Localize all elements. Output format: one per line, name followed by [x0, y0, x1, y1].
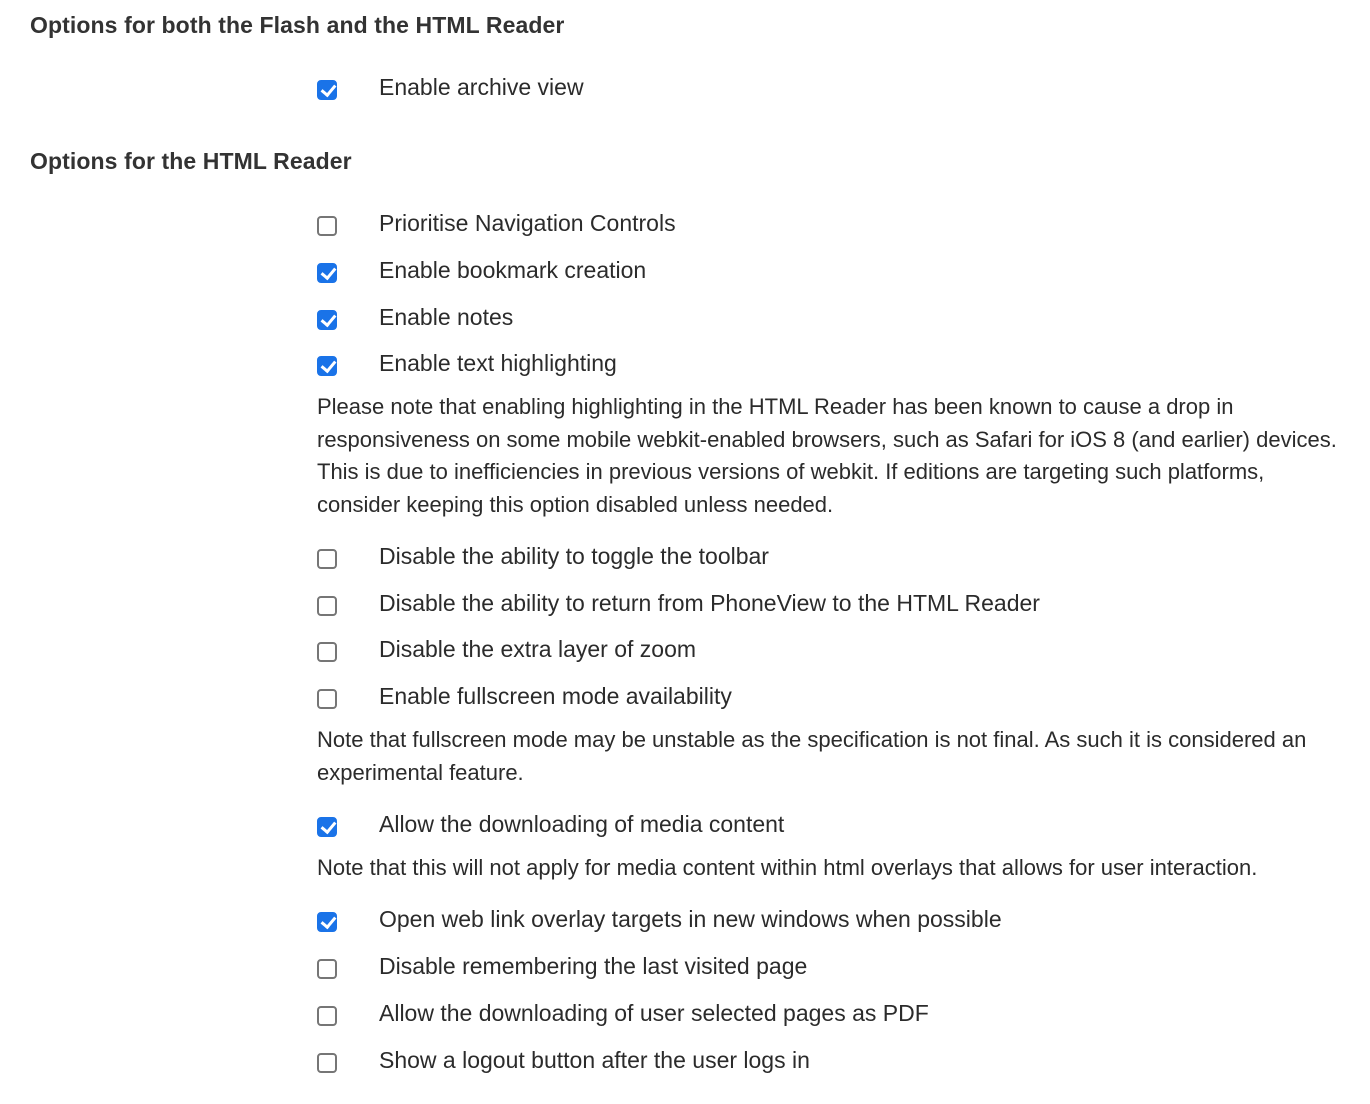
enable-fullscreen-mode-checkbox[interactable] — [317, 689, 337, 709]
disable-extra-zoom-checkbox[interactable] — [317, 642, 337, 662]
option-allow-pdf-download[interactable] — [317, 998, 929, 1028]
prioritise-navigation-controls-label[interactable]: Prioritise Navigation Controls — [379, 210, 676, 236]
option-disable-toggle-toolbar[interactable] — [317, 541, 769, 571]
enable-notes-checkbox[interactable] — [317, 310, 337, 330]
option-open-weblink-new-window[interactable] — [317, 904, 1002, 934]
highlighting-note: Please note that enabling highlighting in the HTML Reader has been known to cause a drop in responsiveness on some mobile webkit-enabled browsers, such as Safari for iOS 8 (and earlier) devices. This is due to inefficiencies in previous versions of webkit. If editions are targeting such platforms, consider keeping this option disabled unless needed. — [317, 394, 1337, 517]
allow-media-download-label[interactable]: Allow the downloading of media content — [379, 811, 785, 837]
option-enable-archive-view[interactable] — [317, 72, 584, 102]
section-title-html-reader: Options for the HTML Reader — [30, 148, 352, 174]
disable-return-from-phoneview-checkbox[interactable] — [317, 596, 337, 616]
option-disable-return-from-phoneview[interactable] — [317, 588, 1040, 618]
enable-archive-view-label[interactable]: Enable archive view — [379, 74, 584, 100]
show-logout-button-checkbox[interactable] — [317, 1053, 337, 1073]
open-weblink-new-window-label[interactable]: Open web link overlay targets in new windows when possible — [379, 906, 1002, 932]
disable-toggle-toolbar-label[interactable]: Disable the ability to toggle the toolbar — [379, 543, 769, 569]
allow-pdf-download-checkbox[interactable] — [317, 1006, 337, 1026]
section-title-flash-and-html: Options for both the Flash and the HTML Reader — [30, 12, 565, 38]
prioritise-navigation-controls-checkbox[interactable] — [317, 216, 337, 236]
disable-toggle-toolbar-checkbox[interactable] — [317, 549, 337, 569]
disable-remember-last-page-label[interactable]: Disable remembering the last visited page — [379, 953, 808, 979]
enable-archive-view-checkbox[interactable] — [317, 80, 337, 100]
option-allow-media-download[interactable] — [317, 809, 785, 839]
option-enable-notes[interactable] — [317, 302, 514, 332]
show-logout-button-label[interactable]: Show a logout button after the user logs in — [379, 1047, 810, 1073]
allow-pdf-download-label[interactable]: Allow the downloading of user selected pages as PDF — [379, 1000, 929, 1026]
option-enable-text-highlighting[interactable] — [317, 348, 617, 378]
media-download-note: Note that this will not apply for media content within html overlays that allows for user interaction. — [317, 855, 1258, 880]
option-enable-bookmark-creation[interactable] — [317, 255, 647, 285]
fullscreen-note: Note that fullscreen mode may be unstable as the specification is not final. As such it is considered an experimental feature. — [317, 727, 1307, 785]
open-weblink-new-window-checkbox[interactable] — [317, 912, 337, 932]
option-prioritise-navigation-controls[interactable] — [317, 208, 676, 238]
disable-return-from-phoneview-label[interactable]: Disable the ability to return from PhoneView to the HTML Reader — [379, 590, 1040, 616]
enable-bookmark-creation-label[interactable]: Enable bookmark creation — [379, 257, 647, 283]
option-show-logout-button[interactable] — [317, 1045, 810, 1075]
option-disable-remember-last-page[interactable] — [317, 951, 808, 981]
enable-fullscreen-mode-label[interactable]: Enable fullscreen mode availability — [379, 683, 732, 709]
enable-notes-label[interactable]: Enable notes — [379, 304, 514, 330]
enable-bookmark-creation-checkbox[interactable] — [317, 263, 337, 283]
option-enable-fullscreen-mode[interactable] — [317, 681, 732, 711]
allow-media-download-checkbox[interactable] — [317, 817, 337, 837]
enable-text-highlighting-checkbox[interactable] — [317, 356, 337, 376]
disable-extra-zoom-label[interactable]: Disable the extra layer of zoom — [379, 636, 697, 662]
disable-remember-last-page-checkbox[interactable] — [317, 959, 337, 979]
option-disable-extra-zoom[interactable] — [317, 634, 697, 664]
enable-text-highlighting-label[interactable]: Enable text highlighting — [379, 350, 617, 376]
